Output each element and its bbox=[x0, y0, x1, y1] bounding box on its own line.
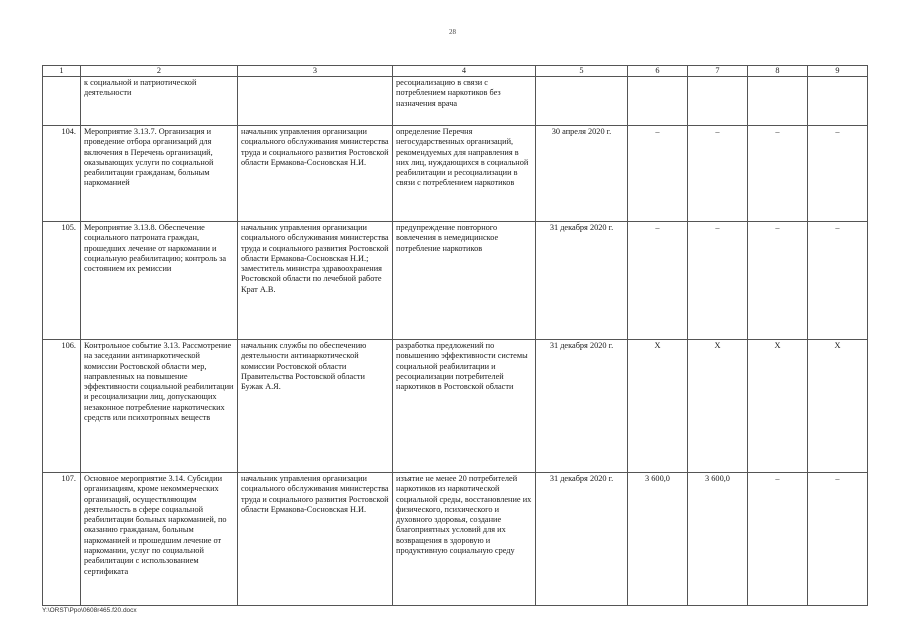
value-cell-8: – bbox=[748, 222, 808, 340]
value-cell-6: – bbox=[628, 222, 688, 340]
date-cell bbox=[536, 77, 628, 126]
value-cell-6: 3 600,0 bbox=[628, 473, 688, 606]
page-number: 28 bbox=[449, 28, 456, 36]
result-cell: определение Перечня негосударственных организаций, рекомендуемых для направления в них лиц, нуждающихся в социальной реабилитации и ресоциализации в связи с потреблением наркотиков bbox=[393, 126, 536, 222]
value-cell-8 bbox=[748, 77, 808, 126]
table-row bbox=[43, 77, 868, 126]
column-number-3: 3 bbox=[238, 66, 393, 77]
file-path-footer: Y:\ORST\Ppo\0608r465.f20.docx bbox=[42, 607, 137, 614]
value-cell-8: X bbox=[748, 340, 808, 473]
value-cell-7: – bbox=[688, 126, 748, 222]
column-number-9: 9 bbox=[808, 66, 868, 77]
value-cell-9 bbox=[808, 77, 868, 126]
result-cell: предупреждение повторного вовлечения в немедицинское потребление наркотиков bbox=[393, 222, 536, 340]
value-cell-7 bbox=[688, 77, 748, 126]
value-cell-6: X bbox=[628, 340, 688, 473]
date-cell: 31 декабря 2020 г. bbox=[536, 473, 628, 606]
responsible-cell: начальник службы по обеспечению деятельности антинаркотической комиссии Ростовской области Правительства Ростовской области Бужак А.Я. bbox=[238, 340, 393, 473]
date-cell: 30 апреля 2020 г. bbox=[536, 126, 628, 222]
value-cell-7: – bbox=[688, 222, 748, 340]
value-cell-9: – bbox=[808, 473, 868, 606]
row-number: 104. bbox=[43, 126, 81, 222]
event-cell: Контрольное событие 3.13. Рассмотрение на заседании антинаркотической комиссии Ростовской области мер, направленных на повышение эффективности социальной реабилитации и ресоциализации лиц, допускающих незаконное потребление наркотических средств или психотропных веществ bbox=[81, 340, 238, 473]
event-cell: к социальной и патриотической деятельности bbox=[81, 77, 238, 126]
column-number-4: 4 bbox=[393, 66, 536, 77]
column-number-2: 2 bbox=[81, 66, 238, 77]
responsible-cell: начальник управления организации социального обслуживания министерства труда и социального развития Ростовской области Ермакова-Сосновская Н.И.; заместитель министра здравоохранения Ростовской области по лечебной работе Крат А.В. bbox=[238, 222, 393, 340]
column-number-row bbox=[43, 66, 868, 77]
table-row bbox=[43, 473, 868, 606]
table-row bbox=[43, 126, 868, 222]
event-cell: Мероприятие 3.13.7. Организация и проведение отбора организаций для включения в Перечень организаций, оказывающих услуги по социальной реабилитации гражданам, больным наркоманией bbox=[81, 126, 238, 222]
row-number: 105. bbox=[43, 222, 81, 340]
value-cell-6 bbox=[628, 77, 688, 126]
value-cell-6: – bbox=[628, 126, 688, 222]
result-cell: разработка предложений по повышению эффективности системы социальной реабилитации и ресоциализации потребителей наркотиков в Ростовской области bbox=[393, 340, 536, 473]
value-cell-8: – bbox=[748, 473, 808, 606]
table-row bbox=[43, 222, 868, 340]
responsible-cell: начальник управления организации социального обслуживания министерства труда и социального развития Ростовской области Ермакова-Сосновская Н.И. bbox=[238, 473, 393, 606]
result-cell: ресоциализацию в связи с потреблением наркотиков без назначения врача bbox=[393, 77, 536, 126]
table-row bbox=[43, 340, 868, 473]
row-number: 106. bbox=[43, 340, 81, 473]
value-cell-9: – bbox=[808, 126, 868, 222]
value-cell-9: – bbox=[808, 222, 868, 340]
result-cell: изъятие не менее 20 потребителей наркотиков из наркотической социальной среды, восстановление их физического, психического и духовного здоровья, создание благоприятных условий для их возвращения в здоровую и продуктивную социальную среду bbox=[393, 473, 536, 606]
event-cell: Основное мероприятие 3.14. Субсидии организациям, кроме некоммерческих организаций, осуществляющим деятельность в сфере социальной реабилитации больных наркоманией, по оказанию гражданам, больным наркоманией и прошедшим лечение от наркомании, услуг по социальной реабилитации с использованием сертификата bbox=[81, 473, 238, 606]
event-cell: Мероприятие 3.13.8. Обеспечение социального патроната граждан, прошедших лечение от наркомании и социальную реабилитацию; контроль за состоянием их ремиссии bbox=[81, 222, 238, 340]
responsible-cell: начальник управления организации социального обслуживания министерства труда и социального развития Ростовской области Ермакова-Сосновская Н.И. bbox=[238, 126, 393, 222]
responsible-cell bbox=[238, 77, 393, 126]
row-number bbox=[43, 77, 81, 126]
row-number: 107. bbox=[43, 473, 81, 606]
column-number-6: 6 bbox=[628, 66, 688, 77]
date-cell: 31 декабря 2020 г. bbox=[536, 340, 628, 473]
date-cell: 31 декабря 2020 г. bbox=[536, 222, 628, 340]
measures-table bbox=[42, 65, 868, 606]
column-number-8: 8 bbox=[748, 66, 808, 77]
value-cell-7: X bbox=[688, 340, 748, 473]
column-number-5: 5 bbox=[536, 66, 628, 77]
value-cell-8: – bbox=[748, 126, 808, 222]
value-cell-7: 3 600,0 bbox=[688, 473, 748, 606]
column-number-7: 7 bbox=[688, 66, 748, 77]
value-cell-9: X bbox=[808, 340, 868, 473]
column-number-1: 1 bbox=[43, 66, 81, 77]
